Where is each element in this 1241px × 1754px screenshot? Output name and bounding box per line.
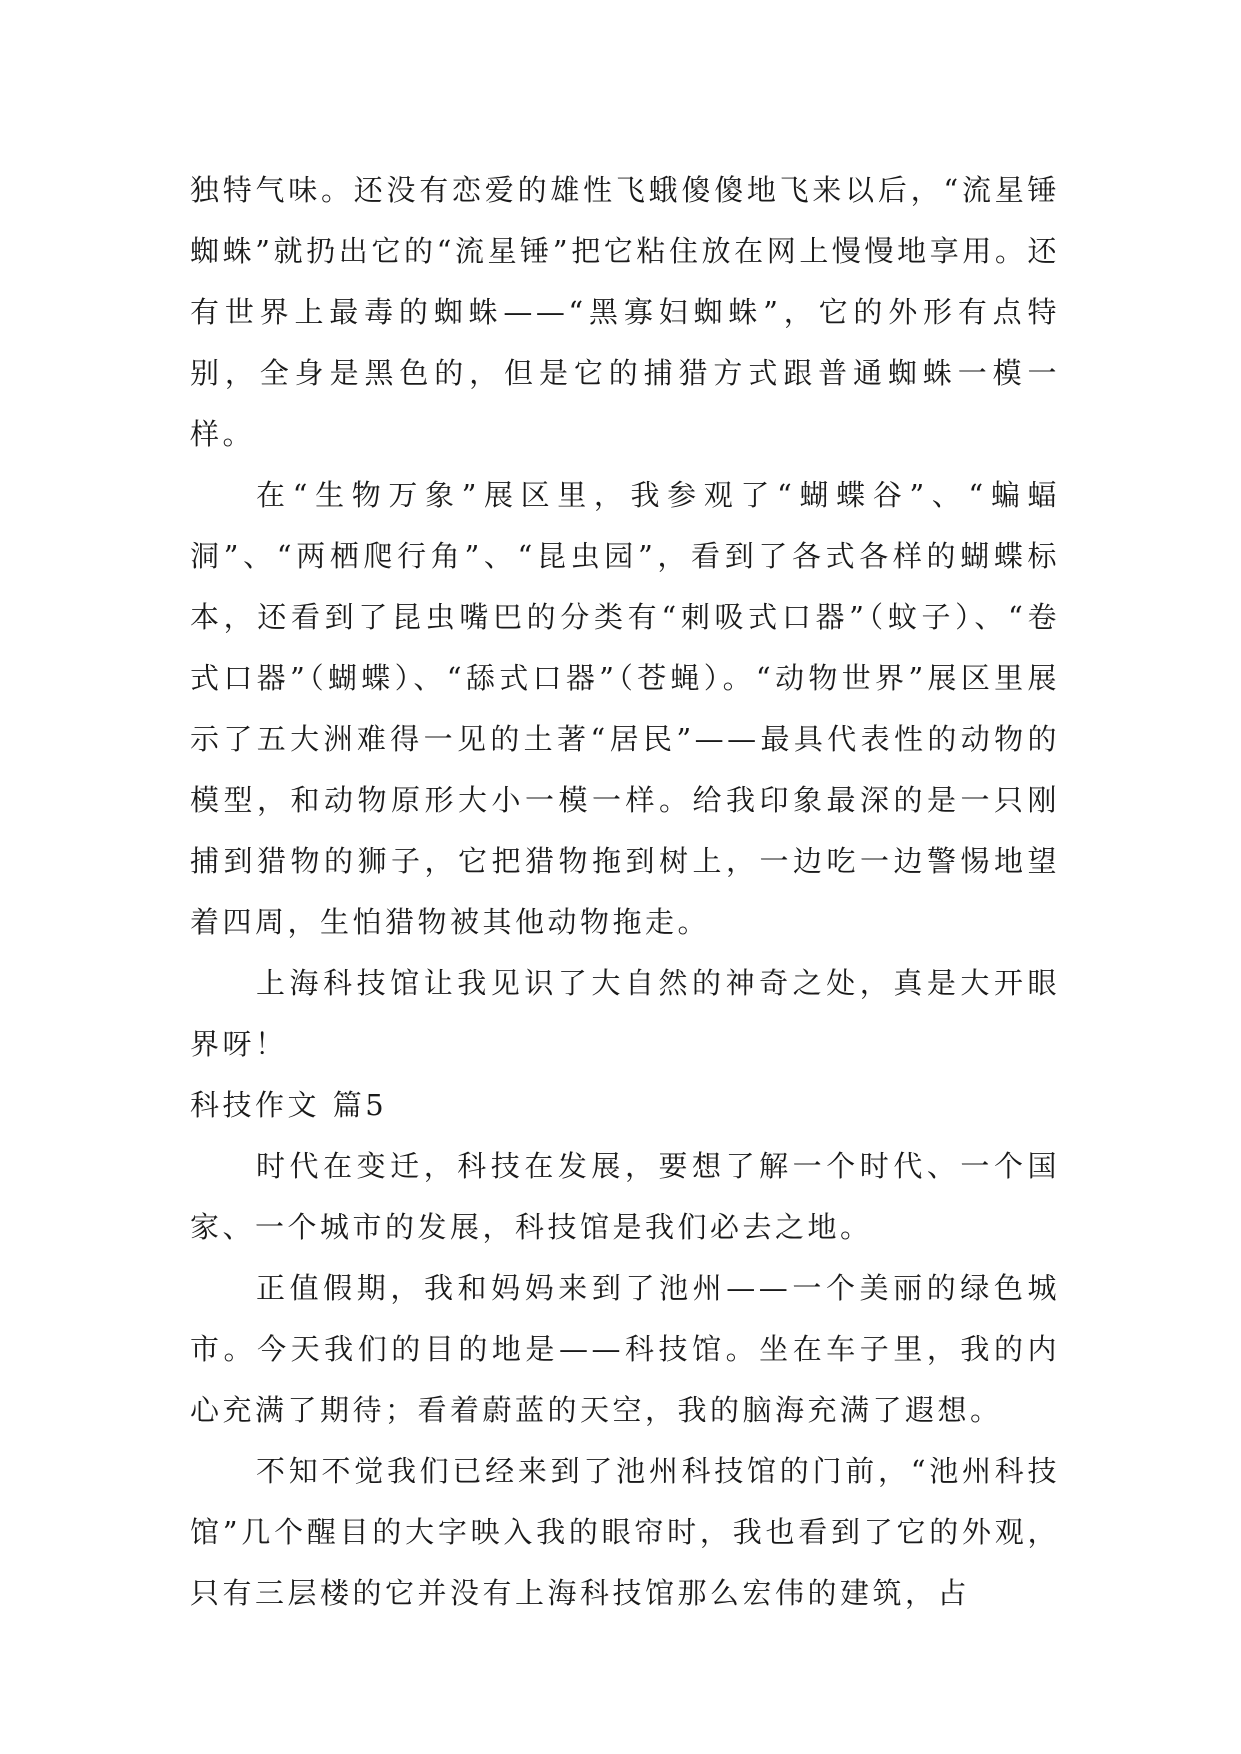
section-heading: 科技作文 篇5 xyxy=(190,1088,388,1122)
article-body xyxy=(190,160,1060,1624)
paragraph-shanghai-conclusion: 上海科技馆让我见识了大自然的神奇之处，真是大开眼界呀！ xyxy=(190,966,1060,1061)
paragraph-intro: 时代在变迁，科技在发展，要想了解一个时代、一个国家、一个城市的发展，科技馆是我们必去之地。 xyxy=(190,1149,1060,1244)
paragraph-holiday: 正值假期，我和妈妈来到了池州——一个美丽的绿色城市。今天我们的目的地是——科技馆。坐在车子里，我的内心充满了期待；看着蔚蓝的天空，我的脑海充满了遐想。 xyxy=(190,1271,1060,1427)
paragraph-spider-continued: 独特气味。还没有恋爱的雄性飞蛾傻傻地飞来以后，“流星锤蜘蛛”就扔出它的“流星锤”把它粘住放在网上慢慢地享用。还有世界上最毒的蜘蛛——“黑寡妇蜘蛛”，它的外形有点特别，全身是黑色的，但是它的捕猎方式跟普通蜘蛛一模一样。 xyxy=(190,173,1060,451)
paragraph-museum-arrival: 不知不觉我们已经来到了池州科技馆的门前，“池州科技馆”几个醒目的大字映入我的眼帘时，我也看到了它的外观，只有三层楼的它并没有上海科技馆那么宏伟的建筑，占 xyxy=(190,1454,1060,1610)
paragraph-biology-exhibit: 在“生物万象”展区里，我参观了“蝴蝶谷”、“蝙蝠洞”、“两栖爬行角”、“昆虫园”，看到了各式各样的蝴蝶标本，还看到了昆虫嘴巴的分类有“刺吸式口器”（蚊子）、“卷式口器”（蝴蝶）、“舔式口器”（苍蝇）。“动物世界”展区里展示了五大洲难得一见的土著“居民”——最具代表性的动物的模型，和动物原形大小一模一样。给我印象最深的是一只刚捕到猎物的狮子，它把猎物拖到树上，一边吃一边警惕地望着四周，生怕猎物被其他动物拖走。 xyxy=(190,478,1060,939)
